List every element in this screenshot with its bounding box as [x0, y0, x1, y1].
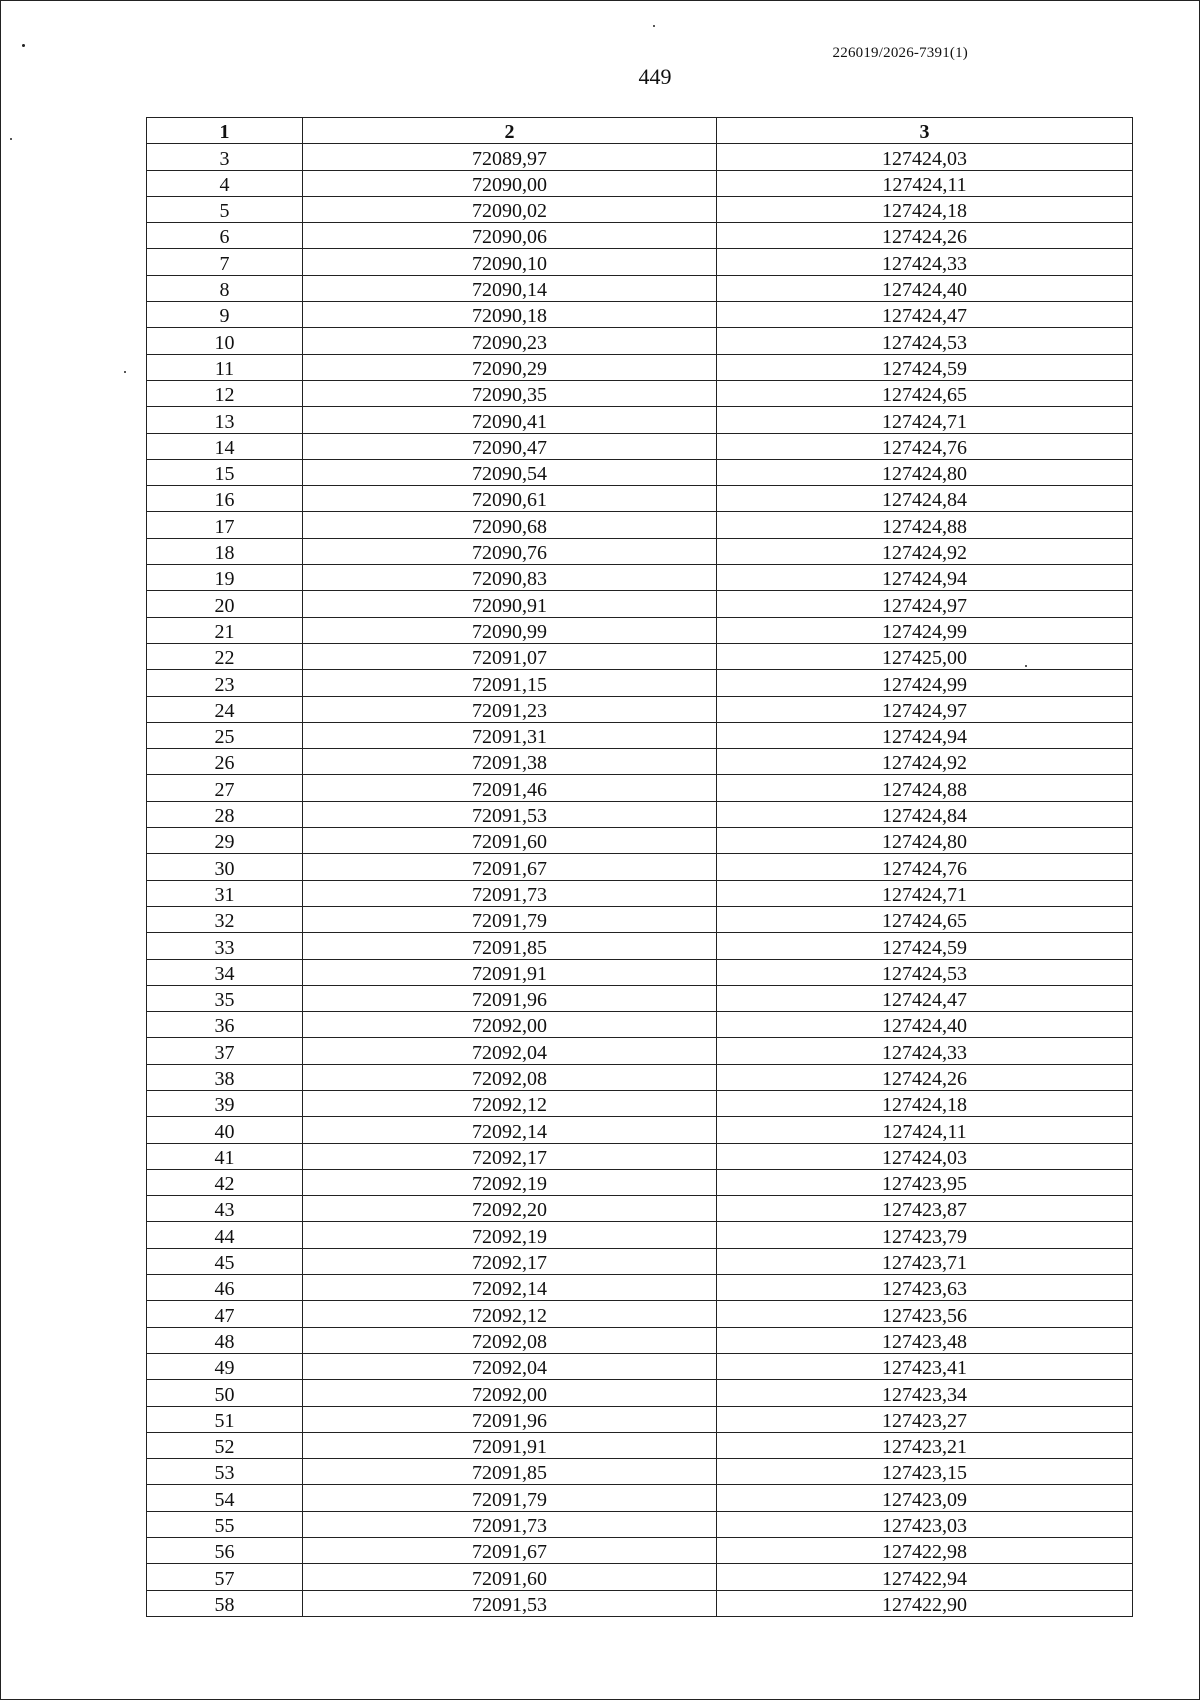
y-coordinate-cell: 127422,90 — [717, 1590, 1133, 1616]
x-coordinate-cell: 72092,14 — [303, 1275, 717, 1301]
x-coordinate-cell: 72091,60 — [303, 1564, 717, 1590]
point-number-cell: 3 — [147, 144, 303, 170]
x-coordinate-cell: 72089,97 — [303, 144, 717, 170]
x-coordinate-cell: 72091,31 — [303, 722, 717, 748]
x-coordinate-cell: 72091,85 — [303, 933, 717, 959]
point-number-cell: 4 — [147, 170, 303, 196]
y-coordinate-cell: 127424,80 — [717, 459, 1133, 485]
x-coordinate-cell: 72091,96 — [303, 985, 717, 1011]
x-coordinate-cell: 72091,67 — [303, 854, 717, 880]
y-coordinate-cell: 127424,59 — [717, 354, 1133, 380]
y-coordinate-cell: 127422,98 — [717, 1538, 1133, 1564]
y-coordinate-cell: 127424,40 — [717, 1012, 1133, 1038]
table-row — [147, 486, 1133, 512]
page-number: 449 — [638, 64, 672, 89]
table-row — [147, 591, 1133, 617]
x-coordinate-cell: 72091,91 — [303, 959, 717, 985]
table-row — [147, 617, 1133, 643]
table-row — [147, 275, 1133, 301]
point-number-cell: 12 — [147, 380, 303, 406]
y-coordinate-cell: 127424,80 — [717, 828, 1133, 854]
point-number-cell: 21 — [147, 617, 303, 643]
table-row — [147, 459, 1133, 485]
x-coordinate-cell: 72092,12 — [303, 1090, 717, 1116]
table-row — [147, 1090, 1133, 1116]
table-row — [147, 1511, 1133, 1537]
x-coordinate-cell: 72091,91 — [303, 1432, 717, 1458]
table-row — [147, 985, 1133, 1011]
table-row — [147, 1538, 1133, 1564]
table-row — [147, 670, 1133, 696]
y-coordinate-cell: 127423,03 — [717, 1511, 1133, 1537]
y-coordinate-cell: 127424,11 — [717, 170, 1133, 196]
point-number-cell: 42 — [147, 1169, 303, 1195]
y-coordinate-cell: 127424,18 — [717, 196, 1133, 222]
x-coordinate-cell: 72091,79 — [303, 906, 717, 932]
table-row — [147, 328, 1133, 354]
scan-speck — [10, 138, 12, 140]
point-number-cell: 24 — [147, 696, 303, 722]
point-number-cell: 40 — [147, 1117, 303, 1143]
x-coordinate-cell: 72092,19 — [303, 1222, 717, 1248]
point-number-cell: 44 — [147, 1222, 303, 1248]
table-row — [147, 1275, 1133, 1301]
table-row — [147, 1353, 1133, 1379]
table-row — [147, 538, 1133, 564]
x-coordinate-cell: 72090,91 — [303, 591, 717, 617]
y-coordinate-cell: 127424,65 — [717, 906, 1133, 932]
y-coordinate-cell: 127424,84 — [717, 486, 1133, 512]
point-number-cell: 14 — [147, 433, 303, 459]
x-coordinate-cell: 72090,99 — [303, 617, 717, 643]
x-coordinate-cell: 72091,96 — [303, 1406, 717, 1432]
table-row — [147, 1459, 1133, 1485]
x-coordinate-cell: 72091,38 — [303, 749, 717, 775]
document-id: 226019/2026-7391(1) — [832, 45, 968, 61]
x-coordinate-cell: 72091,60 — [303, 828, 717, 854]
y-coordinate-cell: 127424,94 — [717, 722, 1133, 748]
point-number-cell: 10 — [147, 328, 303, 354]
y-coordinate-cell: 127424,03 — [717, 144, 1133, 170]
point-number-cell: 27 — [147, 775, 303, 801]
y-coordinate-cell: 127424,26 — [717, 1064, 1133, 1090]
point-number-cell: 18 — [147, 538, 303, 564]
scan-speck — [653, 25, 655, 27]
x-coordinate-cell: 72092,14 — [303, 1117, 717, 1143]
scan-speck — [22, 44, 25, 47]
y-coordinate-cell: 127423,87 — [717, 1196, 1133, 1222]
y-coordinate-cell: 127423,63 — [717, 1275, 1133, 1301]
point-number-cell: 30 — [147, 854, 303, 880]
point-number-cell: 32 — [147, 906, 303, 932]
x-coordinate-cell: 72092,08 — [303, 1327, 717, 1353]
x-coordinate-cell: 72091,67 — [303, 1538, 717, 1564]
y-coordinate-cell: 127423,48 — [717, 1327, 1133, 1353]
point-number-cell: 56 — [147, 1538, 303, 1564]
y-coordinate-cell: 127424,71 — [717, 880, 1133, 906]
point-number-cell: 54 — [147, 1485, 303, 1511]
y-coordinate-cell: 127423,27 — [717, 1406, 1133, 1432]
x-coordinate-cell: 72092,17 — [303, 1143, 717, 1169]
y-coordinate-cell: 127422,94 — [717, 1564, 1133, 1590]
x-coordinate-cell: 72090,54 — [303, 459, 717, 485]
table-row — [147, 933, 1133, 959]
point-number-cell: 29 — [147, 828, 303, 854]
point-number-cell: 8 — [147, 275, 303, 301]
table-row — [147, 512, 1133, 538]
y-coordinate-cell: 127424,11 — [717, 1117, 1133, 1143]
x-coordinate-cell: 72090,10 — [303, 249, 717, 275]
table-row — [147, 565, 1133, 591]
x-coordinate-cell: 72092,04 — [303, 1038, 717, 1064]
x-coordinate-cell: 72091,46 — [303, 775, 717, 801]
point-number-cell: 15 — [147, 459, 303, 485]
table-row — [147, 1485, 1133, 1511]
y-coordinate-cell: 127423,34 — [717, 1380, 1133, 1406]
table-row — [147, 1248, 1133, 1274]
y-coordinate-cell: 127424,88 — [717, 512, 1133, 538]
point-number-cell: 11 — [147, 354, 303, 380]
table-row — [147, 1380, 1133, 1406]
x-coordinate-cell: 72090,02 — [303, 196, 717, 222]
table-row — [147, 696, 1133, 722]
scan-speck — [124, 371, 126, 373]
table-row — [147, 1117, 1133, 1143]
x-coordinate-cell: 72091,53 — [303, 801, 717, 827]
y-coordinate-cell: 127424,99 — [717, 670, 1133, 696]
x-coordinate-cell: 72090,76 — [303, 538, 717, 564]
table-row — [147, 906, 1133, 932]
x-coordinate-cell: 72090,41 — [303, 407, 717, 433]
point-number-cell: 7 — [147, 249, 303, 275]
table-header-row — [147, 118, 1133, 144]
y-coordinate-cell: 127424,53 — [717, 959, 1133, 985]
table-row — [147, 196, 1133, 222]
point-number-cell: 57 — [147, 1564, 303, 1590]
table-row — [147, 302, 1133, 328]
point-number-cell: 50 — [147, 1380, 303, 1406]
point-number-cell: 52 — [147, 1432, 303, 1458]
y-coordinate-cell: 127424,65 — [717, 380, 1133, 406]
point-number-cell: 35 — [147, 985, 303, 1011]
x-coordinate-cell: 72091,85 — [303, 1459, 717, 1485]
x-coordinate-cell: 72091,73 — [303, 1511, 717, 1537]
table-row — [147, 1196, 1133, 1222]
y-coordinate-cell: 127424,88 — [717, 775, 1133, 801]
y-coordinate-cell: 127424,40 — [717, 275, 1133, 301]
point-number-cell: 5 — [147, 196, 303, 222]
x-coordinate-cell: 72090,35 — [303, 380, 717, 406]
point-number-cell: 6 — [147, 223, 303, 249]
y-coordinate-cell: 127423,71 — [717, 1248, 1133, 1274]
point-number-cell: 39 — [147, 1090, 303, 1116]
point-number-cell: 19 — [147, 565, 303, 591]
point-number-cell: 22 — [147, 643, 303, 669]
table-row — [147, 722, 1133, 748]
x-coordinate-cell: 72092,00 — [303, 1012, 717, 1038]
table-row — [147, 249, 1133, 275]
x-coordinate-cell: 72090,83 — [303, 565, 717, 591]
point-number-cell: 46 — [147, 1275, 303, 1301]
table-row — [147, 223, 1133, 249]
point-number-cell: 36 — [147, 1012, 303, 1038]
y-coordinate-cell: 127424,76 — [717, 433, 1133, 459]
table-row — [147, 880, 1133, 906]
x-coordinate-cell: 72090,06 — [303, 223, 717, 249]
point-number-cell: 41 — [147, 1143, 303, 1169]
table-row — [147, 1012, 1133, 1038]
table-row — [147, 1406, 1133, 1432]
x-coordinate-cell: 72092,08 — [303, 1064, 717, 1090]
y-coordinate-cell: 127424,99 — [717, 617, 1133, 643]
y-coordinate-cell: 127424,33 — [717, 1038, 1133, 1064]
point-number-cell: 51 — [147, 1406, 303, 1432]
x-coordinate-cell: 72092,19 — [303, 1169, 717, 1195]
table-row — [147, 1064, 1133, 1090]
y-coordinate-cell: 127425,00 — [717, 643, 1133, 669]
point-number-cell: 13 — [147, 407, 303, 433]
table-row — [147, 433, 1133, 459]
y-coordinate-cell: 127424,47 — [717, 302, 1133, 328]
table-body — [147, 144, 1133, 1617]
x-coordinate-cell: 72091,53 — [303, 1590, 717, 1616]
point-number-cell: 16 — [147, 486, 303, 512]
table-row — [147, 749, 1133, 775]
point-number-cell: 31 — [147, 880, 303, 906]
column-header: 3 — [717, 118, 1133, 144]
point-number-cell: 53 — [147, 1459, 303, 1485]
point-number-cell: 17 — [147, 512, 303, 538]
y-coordinate-cell: 127424,76 — [717, 854, 1133, 880]
y-coordinate-cell: 127424,92 — [717, 749, 1133, 775]
y-coordinate-cell: 127423,79 — [717, 1222, 1133, 1248]
y-coordinate-cell: 127424,03 — [717, 1143, 1133, 1169]
x-coordinate-cell: 72090,68 — [303, 512, 717, 538]
table-row — [147, 828, 1133, 854]
point-number-cell: 45 — [147, 1248, 303, 1274]
table-row — [147, 1222, 1133, 1248]
table-row — [147, 1038, 1133, 1064]
column-header: 1 — [147, 118, 303, 144]
x-coordinate-cell: 72092,20 — [303, 1196, 717, 1222]
x-coordinate-cell: 72092,12 — [303, 1301, 717, 1327]
column-header: 2 — [303, 118, 717, 144]
table-row — [147, 959, 1133, 985]
x-coordinate-cell: 72090,61 — [303, 486, 717, 512]
y-coordinate-cell: 127423,56 — [717, 1301, 1133, 1327]
x-coordinate-cell: 72090,14 — [303, 275, 717, 301]
table-row — [147, 643, 1133, 669]
table-row — [147, 407, 1133, 433]
table-row — [147, 1143, 1133, 1169]
table-row — [147, 144, 1133, 170]
point-number-cell: 49 — [147, 1353, 303, 1379]
table-row — [147, 1432, 1133, 1458]
table-row — [147, 1590, 1133, 1616]
point-number-cell: 23 — [147, 670, 303, 696]
x-coordinate-cell: 72092,04 — [303, 1353, 717, 1379]
point-number-cell: 47 — [147, 1301, 303, 1327]
table-row — [147, 1564, 1133, 1590]
table-row — [147, 775, 1133, 801]
x-coordinate-cell: 72092,00 — [303, 1380, 717, 1406]
table-row — [147, 801, 1133, 827]
y-coordinate-cell: 127423,21 — [717, 1432, 1133, 1458]
x-coordinate-cell: 72090,47 — [303, 433, 717, 459]
table-row — [147, 1327, 1133, 1353]
point-number-cell: 34 — [147, 959, 303, 985]
x-coordinate-cell: 72091,07 — [303, 643, 717, 669]
table-row — [147, 170, 1133, 196]
point-number-cell: 25 — [147, 722, 303, 748]
table-row — [147, 380, 1133, 406]
x-coordinate-cell: 72092,17 — [303, 1248, 717, 1274]
table-row — [147, 1301, 1133, 1327]
point-number-cell: 20 — [147, 591, 303, 617]
y-coordinate-cell: 127424,97 — [717, 696, 1133, 722]
table-row — [147, 354, 1133, 380]
x-coordinate-cell: 72090,00 — [303, 170, 717, 196]
x-coordinate-cell: 72091,15 — [303, 670, 717, 696]
y-coordinate-cell: 127423,09 — [717, 1485, 1133, 1511]
point-number-cell: 43 — [147, 1196, 303, 1222]
table-row — [147, 1169, 1133, 1195]
point-number-cell: 33 — [147, 933, 303, 959]
y-coordinate-cell: 127424,71 — [717, 407, 1133, 433]
table-row — [147, 854, 1133, 880]
y-coordinate-cell: 127424,84 — [717, 801, 1133, 827]
x-coordinate-cell: 72090,23 — [303, 328, 717, 354]
y-coordinate-cell: 127424,26 — [717, 223, 1133, 249]
y-coordinate-cell: 127423,41 — [717, 1353, 1133, 1379]
point-number-cell: 58 — [147, 1590, 303, 1616]
y-coordinate-cell: 127424,94 — [717, 565, 1133, 591]
x-coordinate-cell: 72090,18 — [303, 302, 717, 328]
x-coordinate-cell: 72090,29 — [303, 354, 717, 380]
point-number-cell: 9 — [147, 302, 303, 328]
x-coordinate-cell: 72091,79 — [303, 1485, 717, 1511]
y-coordinate-cell: 127424,59 — [717, 933, 1133, 959]
point-number-cell: 28 — [147, 801, 303, 827]
x-coordinate-cell: 72091,73 — [303, 880, 717, 906]
point-number-cell: 48 — [147, 1327, 303, 1353]
y-coordinate-cell: 127424,97 — [717, 591, 1133, 617]
y-coordinate-cell: 127423,95 — [717, 1169, 1133, 1195]
y-coordinate-cell: 127424,47 — [717, 985, 1133, 1011]
coordinates-table — [146, 117, 1133, 1617]
x-coordinate-cell: 72091,23 — [303, 696, 717, 722]
y-coordinate-cell: 127424,33 — [717, 249, 1133, 275]
y-coordinate-cell: 127424,18 — [717, 1090, 1133, 1116]
point-number-cell: 26 — [147, 749, 303, 775]
point-number-cell: 55 — [147, 1511, 303, 1537]
point-number-cell: 38 — [147, 1064, 303, 1090]
point-number-cell: 37 — [147, 1038, 303, 1064]
y-coordinate-cell: 127423,15 — [717, 1459, 1133, 1485]
y-coordinate-cell: 127424,92 — [717, 538, 1133, 564]
y-coordinate-cell: 127424,53 — [717, 328, 1133, 354]
